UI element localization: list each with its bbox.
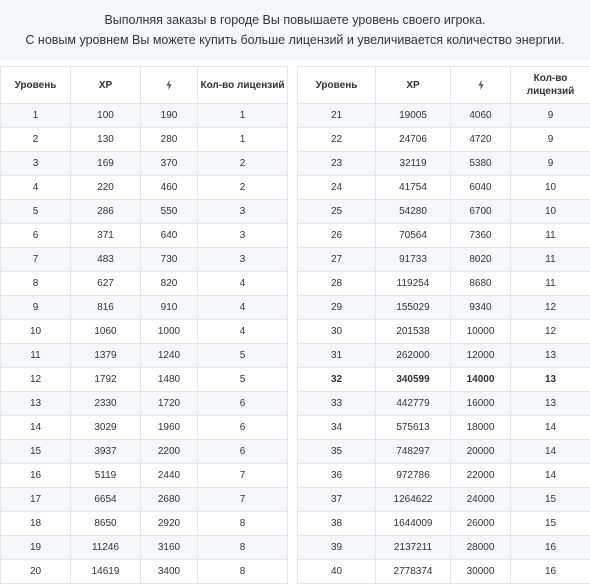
cell-xp: 575613 (376, 416, 451, 440)
cell-level: 32 (298, 368, 376, 392)
levels-table-21-40 (297, 66, 590, 584)
table-row (1, 104, 288, 128)
cell-level: 7 (1, 248, 71, 272)
cell-licenses: 4 (198, 320, 288, 344)
cell-level: 4 (1, 176, 71, 200)
cell-xp: 19005 (376, 104, 451, 128)
cell-energy: 370 (141, 152, 198, 176)
table-row (298, 296, 590, 320)
cell-level: 16 (1, 464, 71, 488)
cell-licenses: 2 (198, 152, 288, 176)
table-row (1, 320, 288, 344)
cell-energy: 8020 (451, 248, 511, 272)
cell-energy: 4720 (451, 128, 511, 152)
cell-xp: 11246 (71, 536, 141, 560)
cell-xp: 169 (71, 152, 141, 176)
cell-level: 14 (1, 416, 71, 440)
cell-licenses: 14 (511, 464, 590, 488)
cell-licenses: 15 (511, 488, 590, 512)
lightning-bolt-icon (166, 80, 172, 90)
table-row (1, 176, 288, 200)
cell-level: 34 (298, 416, 376, 440)
cell-level: 35 (298, 440, 376, 464)
cell-energy: 24000 (451, 488, 511, 512)
cell-xp: 627 (71, 272, 141, 296)
cell-xp: 119254 (376, 272, 451, 296)
header-level: Уровень (298, 67, 376, 104)
cell-level: 37 (298, 488, 376, 512)
cell-level: 24 (298, 176, 376, 200)
cell-licenses: 11 (511, 272, 590, 296)
header-licenses: Кол-во лицензий (198, 67, 288, 104)
table-row (1, 248, 288, 272)
cell-licenses: 15 (511, 512, 590, 536)
table-row (1, 272, 288, 296)
cell-level: 33 (298, 392, 376, 416)
cell-energy: 3400 (141, 560, 198, 584)
cell-xp: 130 (71, 128, 141, 152)
table-row (1, 224, 288, 248)
cell-energy: 22000 (451, 464, 511, 488)
cell-energy: 730 (141, 248, 198, 272)
cell-energy: 3160 (141, 536, 198, 560)
cell-licenses: 3 (198, 200, 288, 224)
table-row (1, 440, 288, 464)
cell-energy: 1480 (141, 368, 198, 392)
cell-level: 28 (298, 272, 376, 296)
cell-licenses: 11 (511, 248, 590, 272)
cell-level: 40 (298, 560, 376, 584)
cell-licenses: 14 (511, 416, 590, 440)
cell-licenses: 5 (198, 368, 288, 392)
cell-xp: 340599 (376, 368, 451, 392)
cell-xp: 442779 (376, 392, 451, 416)
cell-licenses: 9 (511, 152, 590, 176)
cell-level: 13 (1, 392, 71, 416)
header-xp: XP (376, 67, 451, 104)
table-row (1, 152, 288, 176)
table-row (298, 272, 590, 296)
cell-energy: 18000 (451, 416, 511, 440)
header-level: Уровень (1, 67, 71, 104)
cell-licenses: 4 (198, 272, 288, 296)
cell-xp: 483 (71, 248, 141, 272)
cell-licenses: 3 (198, 224, 288, 248)
cell-energy: 820 (141, 272, 198, 296)
table-row (298, 560, 590, 584)
cell-xp: 262000 (376, 344, 451, 368)
table-row (298, 152, 590, 176)
cell-level: 2 (1, 128, 71, 152)
intro-banner (0, 0, 590, 60)
table-row (298, 368, 590, 392)
table-row (1, 560, 288, 584)
table-row (1, 464, 288, 488)
cell-level: 6 (1, 224, 71, 248)
cell-level: 10 (1, 320, 71, 344)
table-header-row (1, 67, 288, 104)
cell-xp: 748297 (376, 440, 451, 464)
cell-energy: 20000 (451, 440, 511, 464)
cell-energy: 5380 (451, 152, 511, 176)
cell-energy: 8680 (451, 272, 511, 296)
cell-xp: 1379 (71, 344, 141, 368)
table-row (298, 344, 590, 368)
table-row (1, 296, 288, 320)
cell-energy: 190 (141, 104, 198, 128)
cell-licenses: 12 (511, 296, 590, 320)
cell-energy: 1960 (141, 416, 198, 440)
cell-level: 18 (1, 512, 71, 536)
header-energy (141, 67, 198, 104)
cell-xp: 70564 (376, 224, 451, 248)
cell-xp: 91733 (376, 248, 451, 272)
cell-licenses: 16 (511, 560, 590, 584)
cell-level: 21 (298, 104, 376, 128)
table-row (298, 416, 590, 440)
cell-level: 1 (1, 104, 71, 128)
cell-licenses: 13 (511, 344, 590, 368)
cell-xp: 5119 (71, 464, 141, 488)
cell-energy: 550 (141, 200, 198, 224)
cell-energy: 12000 (451, 344, 511, 368)
cell-xp: 1792 (71, 368, 141, 392)
table-row (298, 440, 590, 464)
table-row (298, 512, 590, 536)
cell-xp: 41754 (376, 176, 451, 200)
cell-xp: 972786 (376, 464, 451, 488)
cell-xp: 1644009 (376, 512, 451, 536)
cell-xp: 3937 (71, 440, 141, 464)
cell-licenses: 9 (511, 128, 590, 152)
table-row (298, 464, 590, 488)
table-row (1, 128, 288, 152)
cell-level: 15 (1, 440, 71, 464)
cell-xp: 371 (71, 224, 141, 248)
table-row (1, 344, 288, 368)
cell-licenses: 8 (198, 560, 288, 584)
cell-energy: 460 (141, 176, 198, 200)
table-row (1, 392, 288, 416)
table-body (1, 104, 288, 584)
cell-energy: 9340 (451, 296, 511, 320)
cell-level: 17 (1, 488, 71, 512)
cell-licenses: 7 (198, 464, 288, 488)
cell-energy: 6700 (451, 200, 511, 224)
cell-xp: 32119 (376, 152, 451, 176)
table-row (1, 488, 288, 512)
cell-licenses: 3 (198, 248, 288, 272)
cell-level: 19 (1, 536, 71, 560)
cell-xp: 100 (71, 104, 141, 128)
cell-licenses: 7 (198, 488, 288, 512)
cell-energy: 280 (141, 128, 198, 152)
cell-level: 27 (298, 248, 376, 272)
cell-energy: 2200 (141, 440, 198, 464)
table-body (298, 104, 590, 584)
cell-level: 25 (298, 200, 376, 224)
cell-level: 39 (298, 536, 376, 560)
cell-xp: 155029 (376, 296, 451, 320)
cell-licenses: 16 (511, 536, 590, 560)
header-energy (451, 67, 511, 104)
cell-xp: 1264622 (376, 488, 451, 512)
table-row (298, 248, 590, 272)
cell-level: 11 (1, 344, 71, 368)
header-licenses: Кол-во лицензий (511, 67, 590, 104)
cell-licenses: 13 (511, 392, 590, 416)
cell-licenses: 8 (198, 536, 288, 560)
cell-energy: 26000 (451, 512, 511, 536)
cell-licenses: 6 (198, 416, 288, 440)
cell-energy: 2920 (141, 512, 198, 536)
cell-level: 38 (298, 512, 376, 536)
cell-xp: 2330 (71, 392, 141, 416)
table-row (298, 224, 590, 248)
table-row (1, 416, 288, 440)
table-row (298, 488, 590, 512)
table-row (298, 320, 590, 344)
cell-xp: 201538 (376, 320, 451, 344)
cell-level: 3 (1, 152, 71, 176)
table-row (1, 536, 288, 560)
cell-level: 26 (298, 224, 376, 248)
cell-energy: 1000 (141, 320, 198, 344)
cell-energy: 10000 (451, 320, 511, 344)
levels-table-1-20 (0, 66, 288, 584)
cell-xp: 6654 (71, 488, 141, 512)
intro-text-line-2: С новым уровнем Вы можете купить больше лицензий и увеличивается количество энергии. (0, 30, 590, 50)
cell-licenses: 10 (511, 200, 590, 224)
cell-licenses: 11 (511, 224, 590, 248)
cell-level: 36 (298, 464, 376, 488)
cell-licenses: 10 (511, 176, 590, 200)
cell-xp: 3029 (71, 416, 141, 440)
cell-level: 31 (298, 344, 376, 368)
cell-xp: 816 (71, 296, 141, 320)
cell-level: 23 (298, 152, 376, 176)
intro-text-line-1: Выполняя заказы в городе Вы повышаете уровень своего игрока. (0, 10, 590, 30)
cell-xp: 1060 (71, 320, 141, 344)
table-row (298, 104, 590, 128)
cell-level: 8 (1, 272, 71, 296)
cell-xp: 2778374 (376, 560, 451, 584)
table-row (298, 392, 590, 416)
cell-energy: 14000 (451, 368, 511, 392)
cell-xp: 286 (71, 200, 141, 224)
cell-level: 29 (298, 296, 376, 320)
lightning-bolt-icon (478, 80, 484, 90)
cell-level: 5 (1, 200, 71, 224)
cell-licenses: 12 (511, 320, 590, 344)
cell-licenses: 8 (198, 512, 288, 536)
cell-licenses: 4 (198, 296, 288, 320)
cell-energy: 4060 (451, 104, 511, 128)
cell-licenses: 2 (198, 176, 288, 200)
cell-energy: 2440 (141, 464, 198, 488)
cell-xp: 24706 (376, 128, 451, 152)
cell-energy: 1720 (141, 392, 198, 416)
table-row (298, 176, 590, 200)
cell-energy: 640 (141, 224, 198, 248)
cell-licenses: 9 (511, 104, 590, 128)
cell-energy: 16000 (451, 392, 511, 416)
cell-xp: 220 (71, 176, 141, 200)
table-row (1, 200, 288, 224)
cell-level: 12 (1, 368, 71, 392)
cell-licenses: 5 (198, 344, 288, 368)
cell-licenses: 13 (511, 368, 590, 392)
cell-energy: 910 (141, 296, 198, 320)
cell-licenses: 1 (198, 128, 288, 152)
table-row (298, 128, 590, 152)
table-row (298, 536, 590, 560)
cell-level: 9 (1, 296, 71, 320)
cell-level: 30 (298, 320, 376, 344)
cell-licenses: 6 (198, 392, 288, 416)
cell-energy: 1240 (141, 344, 198, 368)
cell-xp: 14619 (71, 560, 141, 584)
header-xp: XP (71, 67, 141, 104)
cell-licenses: 6 (198, 440, 288, 464)
cell-licenses: 1 (198, 104, 288, 128)
table-row (1, 368, 288, 392)
cell-energy: 7360 (451, 224, 511, 248)
cell-xp: 8650 (71, 512, 141, 536)
table-row (1, 512, 288, 536)
cell-level: 22 (298, 128, 376, 152)
cell-licenses: 14 (511, 440, 590, 464)
cell-xp: 2137211 (376, 536, 451, 560)
cell-energy: 6040 (451, 176, 511, 200)
cell-energy: 30000 (451, 560, 511, 584)
table-row (298, 200, 590, 224)
cell-energy: 28000 (451, 536, 511, 560)
cell-energy: 2680 (141, 488, 198, 512)
cell-level: 20 (1, 560, 71, 584)
cell-xp: 54280 (376, 200, 451, 224)
table-header-row (298, 67, 590, 104)
